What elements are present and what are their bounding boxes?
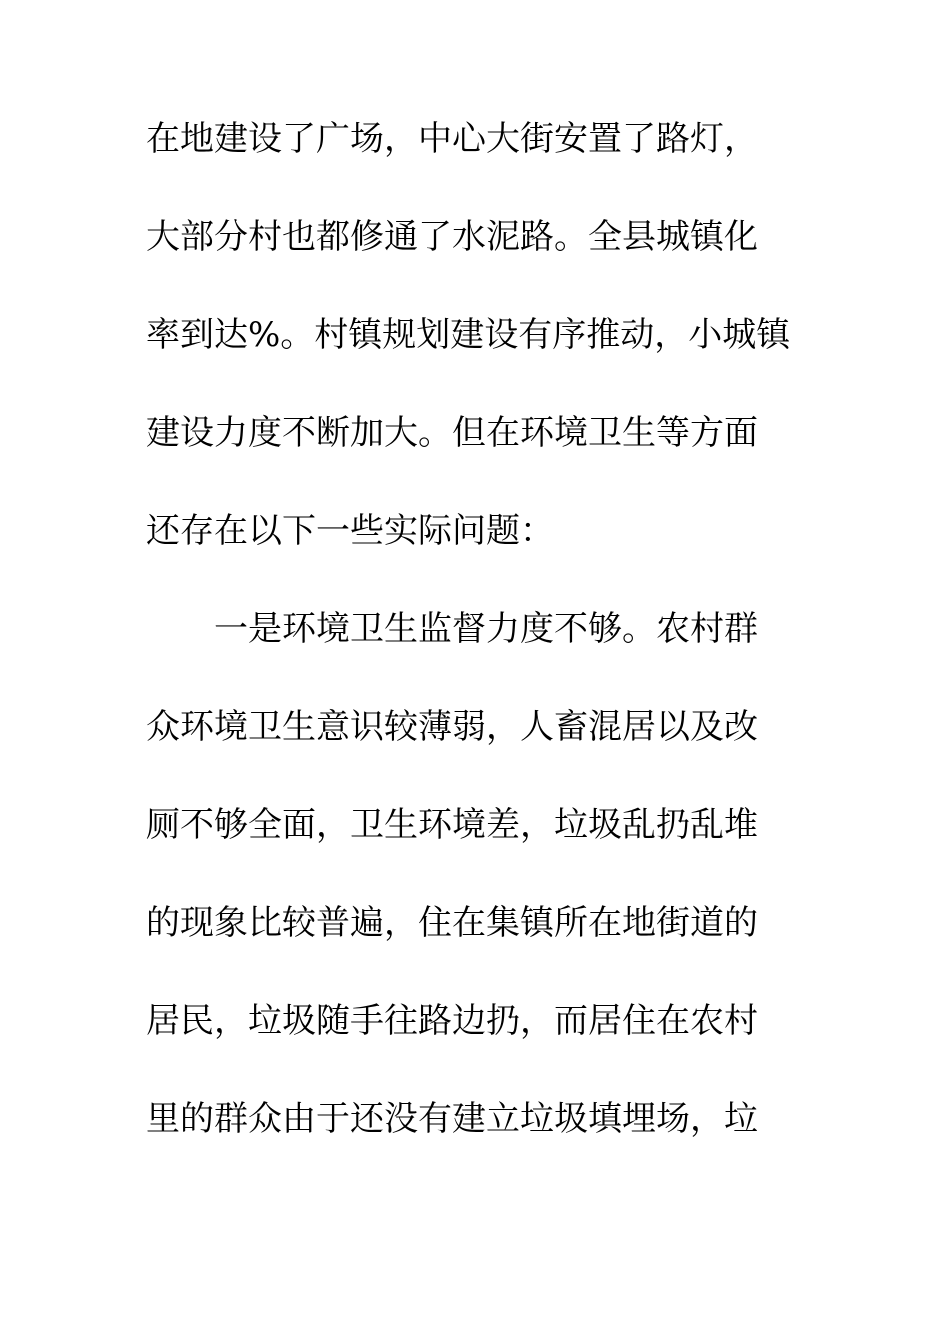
- text-line: 居民，垃圾随手往路边扔，而居住在农村: [146, 1001, 758, 1041]
- text-line: 厕不够全面，卫生环境差，垃圾乱扔乱堆: [146, 805, 758, 845]
- text-line: 里的群众由于还没有建立垃圾填埋场，垃: [146, 1099, 758, 1139]
- text-line: 还存在以下一些实际问题：: [146, 511, 554, 551]
- text-line: 在地建设了广场，中心大街安置了路灯，: [146, 119, 758, 159]
- body-text: [146, 119, 806, 1200]
- text-line: 建设力度不断加大。但在环境卫生等方面: [146, 413, 758, 453]
- text-line: 大部分村也都修通了水泥路。全县城镇化: [146, 217, 758, 257]
- text-line: 率到达%。村镇规划建设有序推动，小城镇: [146, 315, 791, 355]
- text-line: 的现象比较普遍，住在集镇所在地街道的: [146, 903, 758, 943]
- text-line: 众环境卫生意识较薄弱，人畜混居以及改: [146, 707, 758, 747]
- paragraph-first-line: 一是环境卫生监督力度不够。农村群: [214, 609, 758, 649]
